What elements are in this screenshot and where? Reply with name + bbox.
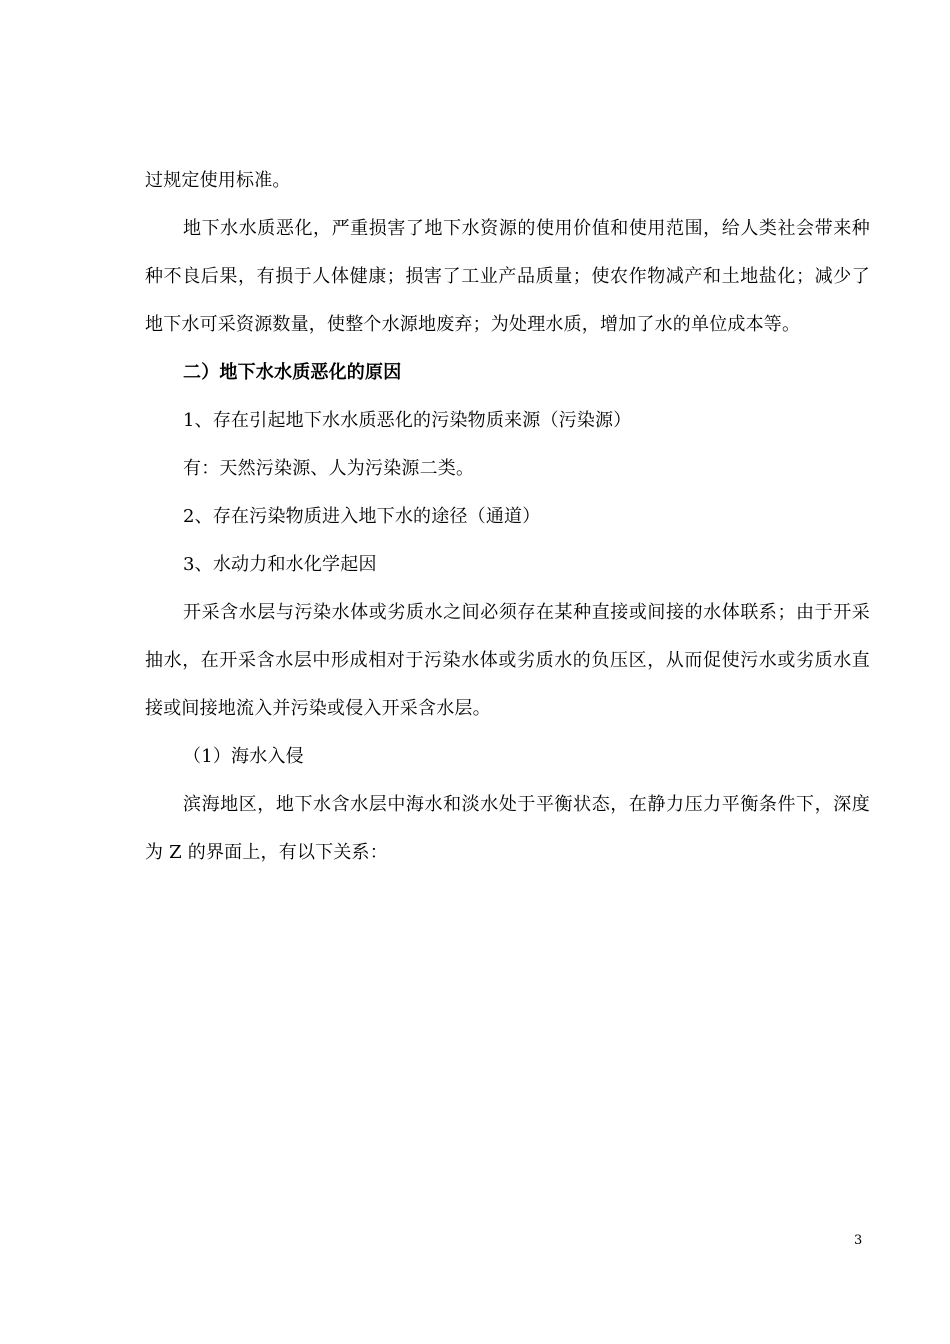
list-item-pollution-source: 1、存在引起地下水水质恶化的污染物质来源（污染源） <box>183 410 632 431</box>
list-item-hydrodynamic-cause: 3、水动力和水化学起因 <box>183 554 377 575</box>
paragraph-continuation: 过规定使用标准。 <box>145 170 291 191</box>
section-heading-causes: 二）地下水水质恶化的原因 <box>183 362 402 383</box>
list-item-pollution-pathway: 2、存在污染物质进入地下水的途径（通道） <box>183 506 541 527</box>
paragraph-hydraulic-connection: 开采含水层与污染水体或劣质水之间必须存在某种直接或间接的水体联系；由于开采抽水，在开采含水层中形成相对于污染水体或劣质水的负压区，从而促使污水或劣质水直接或间接地流入并污染或侵入开采含水层。 <box>145 602 870 719</box>
paragraph-source-types: 有：天然污染源、人为污染源二类。 <box>183 458 475 479</box>
subheading-seawater-intrusion: （1）海水入侵 <box>183 746 304 767</box>
paragraph-coastal-equilibrium: 滨海地区，地下水含水层中海水和淡水处于平衡状态，在静力压力平衡条件下，深度为 Z 的界面上，有以下关系： <box>145 794 870 863</box>
document-body <box>145 157 870 877</box>
paragraph-water-quality-harm: 地下水水质恶化，严重损害了地下水资源的使用价值和使用范围，给人类社会带来种种不良后果，有损于人体健康；损害了工业产品质量；使农作物减产和土地盐化；减少了地下水可采资源数量，使整个水源地废弃；为处理水质，增加了水的单位成本等。 <box>145 218 870 335</box>
page-number: 3 <box>854 1233 863 1248</box>
